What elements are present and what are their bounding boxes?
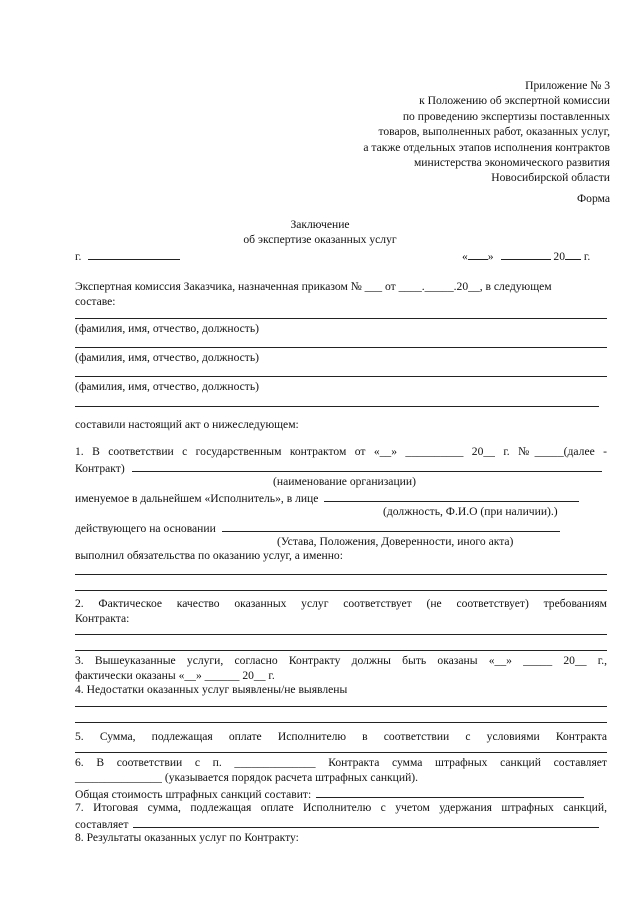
header-line: товаров, выполненных работ, оказанных услуг, [378, 125, 610, 139]
header-line: Новосибирской области [491, 171, 610, 185]
position-caption: (должность, Ф.И.О (при наличии).) [383, 505, 558, 518]
item6-line-1: 6. В соответствии с п. ______________ Контракта сумма штрафных санкций составляет [75, 756, 607, 769]
item1-named-row [75, 490, 607, 505]
org-caption: (наименование организации) [273, 475, 416, 488]
appendix-header [363, 78, 610, 186]
item1-contract-row [75, 460, 607, 475]
open-quote: « [462, 250, 468, 263]
header-line: а также отдельных этапов исполнения контрактов [363, 140, 610, 154]
member-caption: (фамилия, имя, отчество, должность) [75, 351, 260, 364]
header-line: по проведению экспертизы поставленных [402, 109, 610, 123]
item4-line-1: 4. Недостатки оказанных услуг выявлены/не выявлены [75, 683, 348, 696]
document-title [0, 217, 640, 247]
amount-blank[interactable] [75, 752, 607, 753]
named-as-text: именуемое в дальнейшем «Исполнитель», в лице [75, 492, 319, 505]
organization-blank[interactable] [132, 460, 602, 472]
item6-line-3-row [75, 786, 607, 801]
title-line-1: Заключение [290, 218, 350, 231]
city-prefix: г. [75, 250, 82, 263]
item7-line-1: 7. Итоговая сумма, подлежащая оплате Исполнителю с учетом удержания штрафных санкций, [75, 801, 607, 814]
member-3-blank[interactable] [75, 376, 607, 377]
acting-basis-text: действующего на основании [75, 522, 216, 535]
item6-line-2: _______________ (указывается порядок расчета штрафных санкций). [75, 771, 419, 784]
commission-line-2: составе: [75, 295, 116, 308]
year-suffix: г. [583, 250, 591, 263]
services-blank-1[interactable] [75, 574, 607, 575]
item1-basis-row [75, 520, 607, 535]
quality-blank-1[interactable] [75, 634, 607, 635]
contract-label: Контракт) [75, 462, 125, 475]
header-line: Приложение № 3 [525, 79, 610, 92]
item1-line-1: 1. В соответствии с государственным контрактом от «__» __________ 20__ г. №_____(далее - [75, 445, 607, 458]
basis-blank[interactable] [222, 520, 560, 532]
member-4-blank[interactable] [75, 406, 599, 407]
date-row [462, 248, 607, 263]
commission-line-1: Экспертная комиссия Заказчика, назначенная приказом № ___ от ____._____.20__, в следующем [75, 280, 552, 293]
member-caption: (фамилия, имя, отчество, должность) [75, 322, 260, 335]
item2-line-2: Контракта: [75, 612, 130, 625]
item5-line-1: 5. Сумма, подлежащая оплате Исполнителю в соответствии с условиями Контракта [75, 730, 607, 743]
member-2-blank[interactable] [75, 347, 607, 348]
month-blank[interactable] [501, 248, 551, 260]
penalty-total-blank[interactable] [316, 786, 584, 798]
defects-blank-1[interactable] [75, 706, 607, 707]
header-line: министерства экономического развития [413, 156, 610, 170]
compiled-text: составили настоящий акт о нижеследующем: [75, 418, 299, 431]
title-line-2: об экспертизе оказанных услуг [243, 233, 397, 246]
basis-caption: (Устава, Положения, Доверенности, иного акта) [277, 535, 514, 548]
item7-line-2-row [75, 816, 607, 831]
item2-line-1: 2. Фактическое качество оказанных услуг соответствует (не соответствует) требованиям [75, 597, 607, 610]
header-line: к Положению об экспертной комиссии [419, 94, 610, 108]
year-blank[interactable] [565, 248, 581, 260]
day-blank[interactable] [468, 248, 488, 260]
item8-line-1: 8. Результаты оказанных услуг по Контракту: [75, 831, 299, 844]
item3-line-1: 3. Вышеуказанные услуги, согласно Контракту должны быть оказаны «__» _____ 20__ г., [75, 654, 607, 667]
year-prefix: 20 [553, 250, 565, 263]
member-caption: (фамилия, имя, отчество, должность) [75, 380, 260, 393]
quality-blank-2[interactable] [75, 650, 607, 651]
fulfilled-text: выполнил обязательства по оказанию услуг, а именно: [75, 549, 343, 562]
final-amount-text: составляет [75, 818, 129, 831]
representative-blank[interactable] [324, 490, 579, 502]
form-label: Форма [577, 192, 610, 205]
item3-line-2: фактически оказаны «__» ______ 20__ г. [75, 669, 275, 682]
defects-blank-2[interactable] [75, 722, 607, 723]
services-blank-2[interactable] [75, 590, 607, 591]
penalty-total-text: Общая стоимость штрафных санкций составит: [75, 788, 312, 801]
close-quote: » [487, 250, 494, 263]
member-1-blank[interactable] [75, 318, 607, 319]
final-amount-blank[interactable] [133, 816, 599, 828]
city-blank[interactable] [88, 248, 180, 260]
